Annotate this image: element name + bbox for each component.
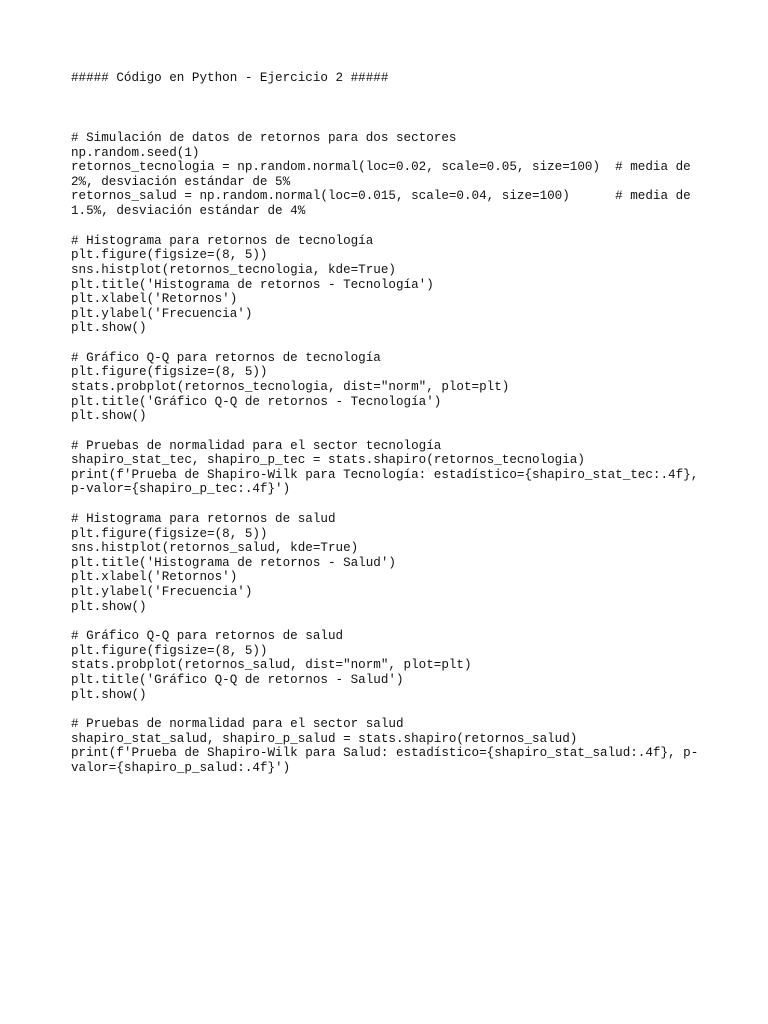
code-line: plt.xlabel('Retornos') [71,292,238,306]
code-comment: # Pruebas de normalidad para el sector tecnología [71,439,442,453]
code-line: plt.xlabel('Retornos') [71,570,238,584]
code-line: shapiro_stat_salud, shapiro_p_salud = stats.shapiro(retornos_salud) [71,732,578,746]
document-heading: ##### Código en Python - Ejercicio 2 ##### [71,71,389,85]
code-line: plt.ylabel('Frecuencia') [71,307,253,321]
code-line: plt.title('Histograma de retornos - Salud') [71,556,396,570]
code-line: sns.histplot(retornos_salud, kde=True) [71,541,359,555]
code-line: plt.show() [71,321,147,335]
code-comment: # Gráfico Q-Q para retornos de tecnología [71,351,381,365]
code-line: retornos_salud = np.random.normal(loc=0.015, scale=0.04, size=100) # media de [71,189,691,203]
code-comment: # Simulación de datos de retornos para dos sectores [71,131,457,145]
code-line: plt.ylabel('Frecuencia') [71,585,253,599]
code-line: stats.probplot(retornos_tecnologia, dist="norm", plot=plt) [71,380,510,394]
code-line: np.random.seed(1) [71,146,200,160]
code-line: plt.figure(figsize=(8, 5)) [71,644,268,658]
code-line: print(f'Prueba de Shapiro-Wilk para Salud: estadístico={shapiro_stat_salud:.4f}, p- [71,746,699,760]
code-line: plt.figure(figsize=(8, 5)) [71,365,268,379]
code-line: plt.show() [71,409,147,423]
code-line: valor={shapiro_p_salud:.4f}') [71,761,291,775]
code-line: retornos_tecnologia = np.random.normal(loc=0.02, scale=0.05, size=100) # media de [71,160,691,174]
code-line: stats.probplot(retornos_salud, dist="norm", plot=plt) [71,658,472,672]
code-comment: # Gráfico Q-Q para retornos de salud [71,629,344,643]
code-comment: # Histograma para retornos de tecnología [71,234,374,248]
code-line: shapiro_stat_tec, shapiro_p_tec = stats.shapiro(retornos_tecnologia) [71,453,585,467]
code-line: p-valor={shapiro_p_tec:.4f}') [71,482,291,496]
code-line: print(f'Prueba de Shapiro-Wilk para Tecnología: estadístico={shapiro_stat_tec:.4f}, [71,468,699,482]
code-line: plt.show() [71,688,147,702]
code-comment: # Histograma para retornos de salud [71,512,336,526]
code-line: 1.5%, desviación estándar de 4% [71,204,306,218]
code-line: plt.figure(figsize=(8, 5)) [71,527,268,541]
code-line: sns.histplot(retornos_tecnologia, kde=True) [71,263,396,277]
code-line: plt.title('Histograma de retornos - Tecnología') [71,278,434,292]
code-line: plt.show() [71,600,147,614]
code-line: plt.title('Gráfico Q-Q de retornos - Salud') [71,673,404,687]
code-line: plt.figure(figsize=(8, 5)) [71,248,268,262]
code-comment: # Pruebas de normalidad para el sector salud [71,717,404,731]
code-line: 2%, desviación estándar de 5% [71,175,291,189]
code-line: plt.title('Gráfico Q-Q de retornos - Tecnología') [71,395,442,409]
